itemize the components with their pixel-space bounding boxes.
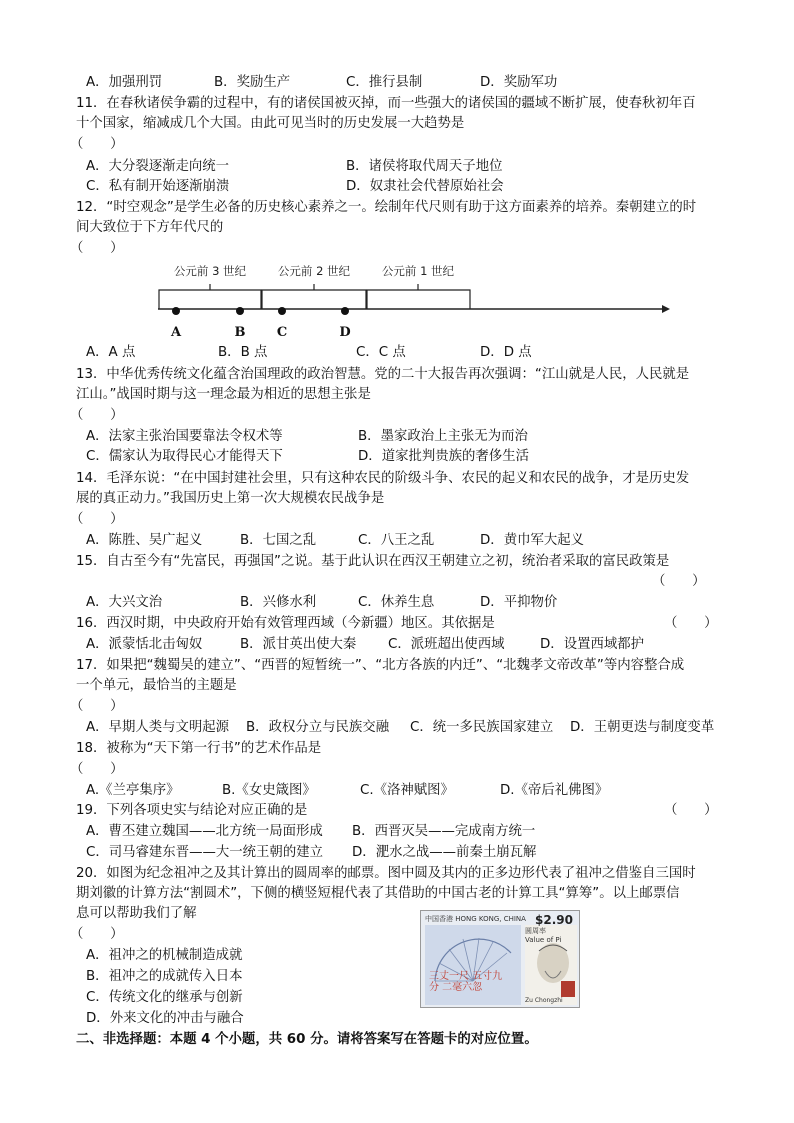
q20-option-a: A．祖冲之的机械制造成就 bbox=[86, 948, 243, 963]
q15-option-a: A．大兴文治 bbox=[86, 595, 163, 610]
timeline-label-c: C bbox=[276, 325, 288, 340]
q10-option-d: D．奖励军功 bbox=[480, 75, 558, 90]
q14-option-d: D．黄巾军大起义 bbox=[480, 533, 585, 548]
q20-stem-line3: 息可以帮助我们了解 bbox=[76, 906, 197, 921]
q18-option-b: B.《女史箴图》 bbox=[222, 783, 316, 798]
timeline-point-a bbox=[172, 307, 180, 315]
century-label-2: 公元前 2 世纪 bbox=[277, 264, 351, 278]
pi-stamp-image bbox=[420, 910, 580, 1008]
q17-stem-line1: 17．如果把“魏蜀吴的建立”、“西晋的短暂统一”、“北方各族的内迁”、“北魏孝文帝改革”等内容整合成 bbox=[76, 658, 685, 673]
q16-option-a: A．派蒙恬北击匈奴 bbox=[86, 637, 203, 652]
q12-stem-line2: 间大致位于下方年代尺的 bbox=[76, 220, 224, 235]
q19-answer-paren: （ ） bbox=[664, 803, 718, 818]
section2-heading: 二、非选择题：本题 4 个小题，共 60 分。请将答案写在答题卡的对应位置。 bbox=[76, 1032, 538, 1047]
q17-option-a: A．早期人类与文明起源 bbox=[86, 720, 230, 735]
q14-stem-line2: 展的真正动力。”我国历史上第一次大规模农民战争是 bbox=[76, 491, 385, 506]
q14-answer-paren: （ ） bbox=[70, 512, 124, 527]
timeline-label-b: B bbox=[234, 325, 246, 340]
q15-option-d: D．平抑物价 bbox=[480, 595, 558, 610]
q20-option-d: D．外来文化的冲击与融合 bbox=[86, 1011, 244, 1026]
q13-option-d: D．道家批判贵族的奢侈生活 bbox=[358, 449, 529, 464]
q11-stem-line2: 十个国家，缩减成几个大国。由此可见当时的历史发展一大趋势是 bbox=[76, 116, 465, 131]
q13-option-c: C．儒家认为取得民心才能得天下 bbox=[86, 449, 283, 464]
q12-option-c: C．C 点 bbox=[356, 345, 406, 360]
q17-option-d: D．王朝更迭与制度变革 bbox=[570, 720, 715, 735]
q10-option-c: C．推行县制 bbox=[346, 75, 423, 90]
q20-stem-line1: 20．如图为纪念祖冲之及其计算出的圆周率的邮票。图中圆及其内的正多边形代表了祖冲之借鉴自三国时 bbox=[76, 866, 696, 881]
q13-option-a: A．法家主张治国要靠法令权术等 bbox=[86, 429, 283, 444]
q12-answer-paren: （ ） bbox=[70, 241, 124, 256]
stamp-header: 中国香港 HONG KONG, CHINA bbox=[425, 915, 526, 923]
q19-option-c: C．司马睿建东晋——大一统王朝的建立 bbox=[86, 845, 323, 860]
q20-option-c: C．传统文化的继承与创新 bbox=[86, 990, 243, 1005]
timeline-arrow bbox=[662, 305, 670, 313]
stamp-title-cn: 圆周率 bbox=[525, 927, 546, 935]
timeline-chart bbox=[150, 256, 670, 340]
q16-answer-paren: （ ） bbox=[664, 616, 718, 631]
q11-stem-line1: 11．在春秋诸侯争霸的过程中，有的诸侯国被灭掉，而一些强大的诸侯国的疆域不断扩展，使春秋初年百 bbox=[76, 96, 696, 111]
q19-stem-line1: 19．下列各项史实与结论对应正确的是 bbox=[76, 803, 308, 818]
q16-stem-line1: 16．西汉时期，中央政府开始有效管理西域（今新疆）地区。其依据是 bbox=[76, 616, 495, 631]
q12-option-a: A．A 点 bbox=[86, 345, 136, 360]
q20-answer-paren: （ ） bbox=[70, 927, 124, 942]
q19-option-b: B．西晋灭吴——完成南方统一 bbox=[352, 824, 536, 839]
timeline-point-d bbox=[341, 307, 349, 315]
timeline-point-c bbox=[278, 307, 286, 315]
century-label-1: 公元前 1 世纪 bbox=[381, 264, 455, 278]
q11-answer-paren: （ ） bbox=[70, 137, 124, 152]
q15-option-b: B．兴修水利 bbox=[240, 595, 317, 610]
q16-option-c: C．派班超出使西域 bbox=[388, 637, 505, 652]
q12-stem-line1: 12．“时空观念”是学生必备的历史核心素养之一。绘制年代尺则有助于这方面素养的培养。秦朝建立的时 bbox=[76, 200, 697, 215]
q11-option-c: C．私有制开始逐渐崩溃 bbox=[86, 179, 230, 194]
stamp-person-name: Zu Chongzhi bbox=[525, 997, 563, 1004]
century-bracket-3 bbox=[159, 290, 261, 309]
timeline-point-b bbox=[236, 307, 244, 315]
q11-option-d: D．奴隶社会代替原始社会 bbox=[346, 179, 504, 194]
q20-stem-line2: 期刘徽的计算方法“割圆术”，下侧的横竖短棍代表了其借助的中国古老的计算工具“算筹”。以上邮票信 bbox=[76, 886, 680, 901]
q12-option-b: B．B 点 bbox=[218, 345, 268, 360]
q13-stem-line2: 江山。”战国时期与这一理念最为相近的思想主张是 bbox=[76, 387, 371, 402]
q17-option-c: C．统一多民族国家建立 bbox=[410, 720, 554, 735]
q18-stem-line1: 18．被称为“天下第一行书”的艺术作品是 bbox=[76, 741, 322, 756]
timeline-label-a: A bbox=[170, 325, 182, 340]
q19-option-a: A．曹丕建立魏国——北方统一局面形成 bbox=[86, 824, 323, 839]
q17-answer-paren: （ ） bbox=[70, 699, 124, 714]
q14-option-c: C．八王之乱 bbox=[358, 533, 435, 548]
timeline-label-d: D bbox=[339, 325, 351, 340]
q10-option-b: B．奖励生产 bbox=[214, 75, 291, 90]
q18-answer-paren: （ ） bbox=[70, 762, 124, 777]
q13-option-b: B．墨家政治上主张无为而治 bbox=[358, 429, 528, 444]
q13-stem-line1: 13．中华优秀传统文化蕴含治国理政的政治智慧。党的二十大报告再次强调：“江山就是人民，人民就是 bbox=[76, 367, 690, 382]
q14-stem-line1: 14．毛泽东说：“在中国封建社会里，只有这种农民的阶级斗争、农民的起义和农民的战争，才是历史发 bbox=[76, 471, 690, 486]
q11-option-a: A．大分裂逐渐走向统一 bbox=[86, 159, 230, 174]
q18-option-a: A.《兰亭集序》 bbox=[86, 783, 180, 798]
q12-option-d: D．D 点 bbox=[480, 345, 532, 360]
q10-option-a: A．加强刑罚 bbox=[86, 75, 163, 90]
q16-option-d: D．设置西域都护 bbox=[540, 637, 645, 652]
stamp-price: $2.90 bbox=[535, 913, 573, 927]
q17-stem-line2: 一个单元，最恰当的主题是 bbox=[76, 678, 237, 693]
q15-option-c: C．休养生息 bbox=[358, 595, 435, 610]
q18-option-c: C.《洛神赋图》 bbox=[360, 783, 454, 798]
stamp-calligraphy: 三丈一尺 五寸九分 二毫六忽 bbox=[429, 971, 503, 993]
q14-option-a: A．陈胜、吴广起义 bbox=[86, 533, 203, 548]
q11-option-b: B．诸侯将取代周天子地位 bbox=[346, 159, 503, 174]
q15-stem-line1: 15．自古至今有“先富民，再强国”之说。基于此认识在西汉王朝建立之初，统治者采取的富民政策是 bbox=[76, 554, 670, 569]
q17-option-b: B．政权分立与民族交融 bbox=[246, 720, 390, 735]
q20-option-b: B．祖冲之的成就传入日本 bbox=[86, 969, 243, 984]
century-bracket-1 bbox=[367, 290, 470, 309]
stamp-title-en: Value of Pi bbox=[525, 936, 562, 944]
q14-option-b: B．七国之乱 bbox=[240, 533, 317, 548]
century-bracket-2 bbox=[262, 290, 366, 309]
q19-option-d: D．淝水之战——前秦土崩瓦解 bbox=[352, 845, 537, 860]
q15-answer-paren: （ ） bbox=[652, 574, 706, 589]
q13-answer-paren: （ ） bbox=[70, 408, 124, 423]
century-label-3: 公元前 3 世纪 bbox=[173, 264, 247, 278]
stamp-title bbox=[525, 927, 561, 945]
q18-option-d: D.《帝后礼佛图》 bbox=[500, 783, 609, 798]
q16-option-b: B．派甘英出使大秦 bbox=[240, 637, 357, 652]
